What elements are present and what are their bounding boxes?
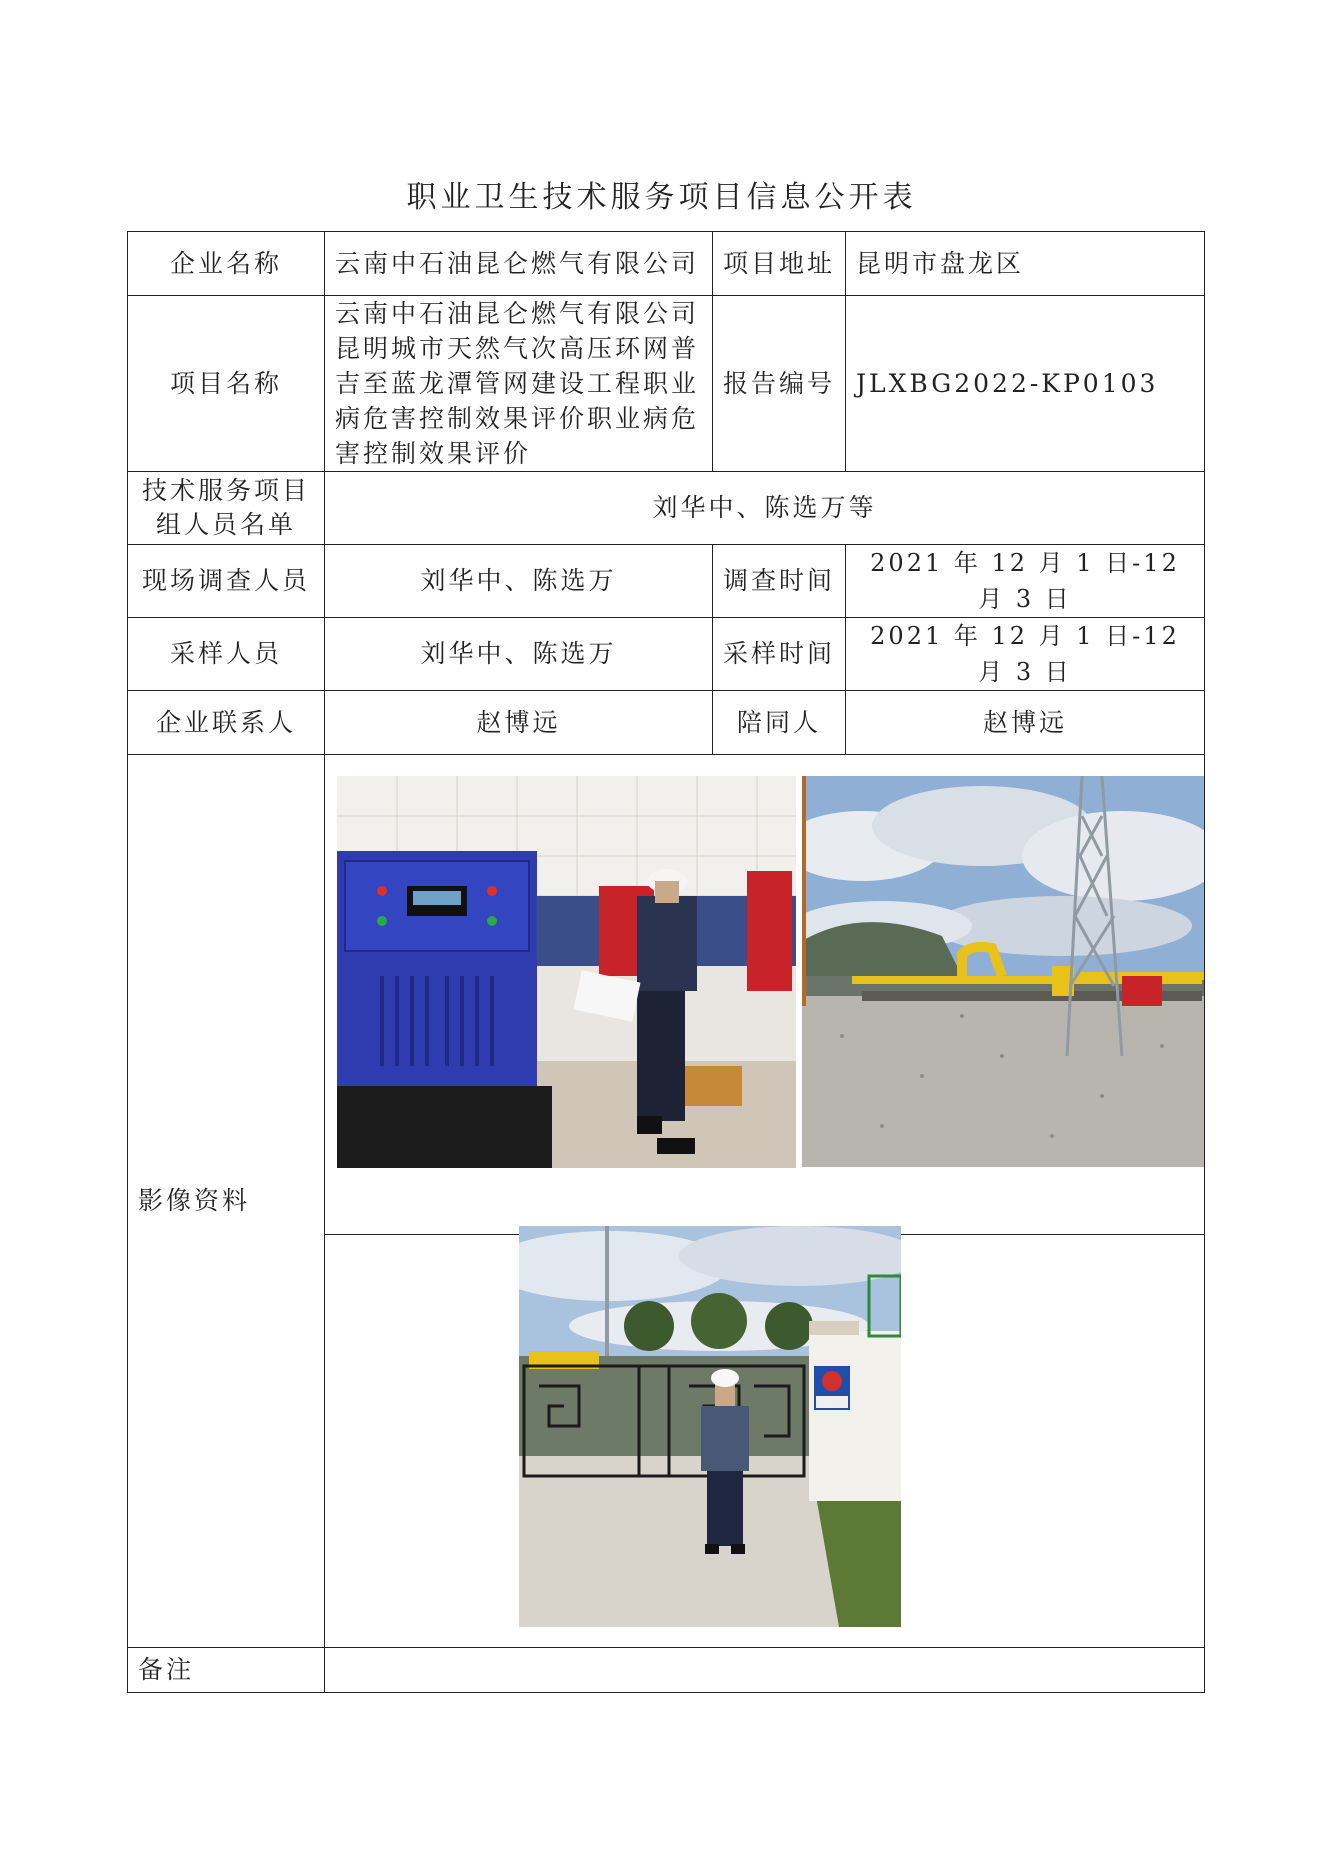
remarks-value	[325, 1648, 1205, 1693]
table-row	[128, 691, 1205, 755]
photo-gate-inspector	[519, 1226, 901, 1627]
company-value: 云南中石油昆仑燃气有限公司	[325, 232, 713, 296]
table-row	[128, 296, 1205, 472]
sampling-time-value: 2021 年 12 月 1 日-12 月 3 日	[846, 618, 1205, 691]
remarks-label: 备注	[128, 1648, 325, 1693]
escort-label: 陪同人	[713, 691, 846, 755]
report-label: 报告编号	[713, 296, 846, 472]
project-label: 项目名称	[128, 296, 325, 472]
table-row	[128, 472, 1205, 545]
report-value: JLXBG2022-KP0103	[846, 296, 1205, 472]
contact-value: 赵博远	[325, 691, 713, 755]
address-label: 项目地址	[713, 232, 846, 296]
sampling-label: 采样人员	[128, 618, 325, 691]
escort-value: 赵博远	[846, 691, 1205, 755]
team-value: 刘华中、陈选万等	[325, 472, 1205, 545]
survey-label: 现场调查人员	[128, 545, 325, 618]
company-label: 企业名称	[128, 232, 325, 296]
table-row	[128, 618, 1205, 691]
survey-time-label: 调查时间	[713, 545, 846, 618]
address-value: 昆明市盘龙区	[846, 232, 1205, 296]
sampling-value: 刘华中、陈选万	[325, 618, 713, 691]
table-row	[128, 545, 1205, 618]
table-row	[128, 232, 1205, 296]
document-title: 职业卫生技术服务项目信息公开表	[406, 180, 917, 215]
images-label: 影像资料	[128, 755, 325, 1648]
team-label: 技术服务项目组人员名单	[128, 472, 325, 545]
survey-time-value: 2021 年 12 月 1 日-12 月 3 日	[846, 545, 1205, 618]
project-value: 云南中石油昆仑燃气有限公司昆明城市天然气次高压环网普吉至蓝龙潭管网建设工程职业病危害控制效果评价职业病危害控制效果评价	[325, 296, 713, 472]
table-row	[128, 1648, 1205, 1693]
photo-indoor-inspection	[337, 776, 796, 1168]
survey-value: 刘华中、陈选万	[325, 545, 713, 618]
photo-gas-station	[802, 776, 1204, 1167]
sampling-time-label: 采样时间	[713, 618, 846, 691]
contact-label: 企业联系人	[128, 691, 325, 755]
